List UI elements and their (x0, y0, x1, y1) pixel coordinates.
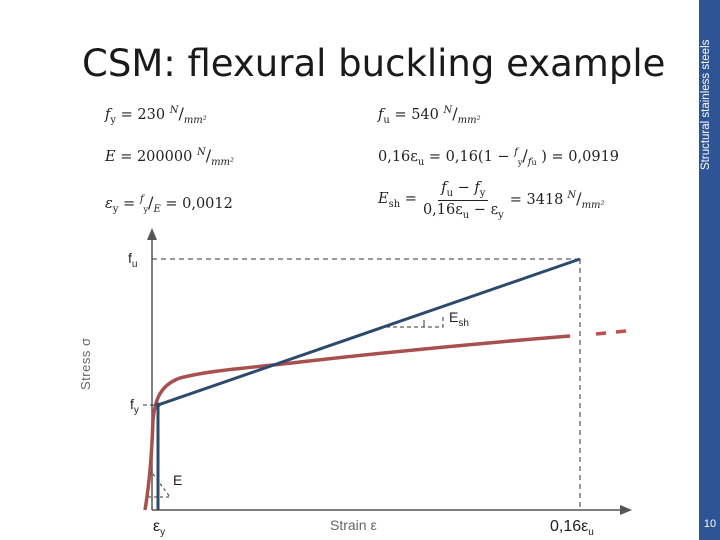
bilinear-model (158, 259, 580, 510)
fy-point (156, 403, 161, 408)
label-eps-u: $0,16\varepsilon_u$ (550, 518, 594, 539)
formula-Esh: $E_{sh}$ = $\frac{f_u - f_y}{0,16\varepsilon_u - \varepsilon_y}$ = 3418 $^N/_{mm^2}$ (378, 180, 605, 221)
x-axis-label: Strain ε (330, 517, 377, 533)
slide-title: CSM: flexural buckling example (82, 42, 666, 85)
curve-extension-dashes (596, 331, 626, 334)
label-fu: $f_u$ (128, 250, 138, 270)
label-fy: $f_y$ (130, 396, 139, 416)
x-axis-arrow (620, 505, 632, 515)
y-axis-label: Stress σ (78, 337, 93, 390)
stress-strain-curve (145, 336, 570, 510)
y-axis-arrow (147, 228, 157, 240)
formula-E: E = 200000 $^N/_{mm^2}$ (105, 146, 235, 168)
sidebar-label: Structural stainless steels (700, 39, 712, 170)
formula-eps-u: $0,16\varepsilon_u = 0,16(1 - ^f_y/_{fu}$ ) = 0,0919 (378, 146, 620, 168)
page-number: 10 (703, 518, 717, 530)
label-e: E (173, 472, 183, 488)
formula-fy: $f_y = 230$ $^N/_{mm^2}$ (105, 104, 207, 126)
e-slope-triangle (153, 474, 170, 497)
label-eps-y: $\varepsilon_y$ (153, 518, 166, 539)
label-esh: $E_{sh}$ (449, 309, 469, 329)
formula-fu: $f_u = 540$ $^N/_{mm^2}$ (378, 104, 481, 126)
formula-eps-y: $\varepsilon_y = ^f_y/_E = 0,0012$ (105, 193, 233, 215)
